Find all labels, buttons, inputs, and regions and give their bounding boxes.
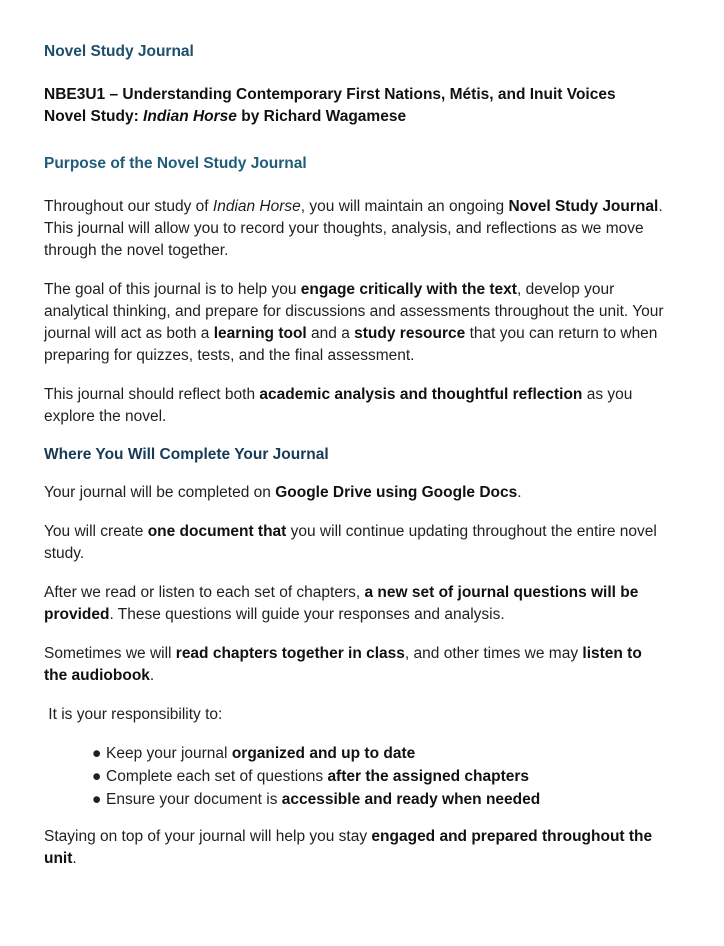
location-paragraph-4: Sometimes we will read chapters together in class, and other times we may listen to the audiobook. xyxy=(44,645,642,684)
journal-location-heading: Where You Will Complete Your Journal xyxy=(44,446,329,463)
bullet-icon: ● xyxy=(92,791,102,808)
location-paragraph-2: You will create one document that you will continue updating throughout the entire novel study. xyxy=(44,523,657,562)
list-item: ● Ensure your document is accessible and ready when needed xyxy=(92,788,668,811)
responsibility-list xyxy=(44,742,668,811)
purpose-paragraph-2: The goal of this journal is to help you engage critically with the text, develop your analytical thinking, and prepare for discussions and assessments throughout the unit. Your journal will act as both a learning tool and a study resource that you can return to when preparing for quizzes, tests, and the final assessment. xyxy=(44,281,664,364)
course-code-title: NBE3U1 – Understanding Contemporary First Nations, Métis, and Inuit Voices xyxy=(44,86,616,103)
purpose-paragraph-3: This journal should reflect both academic analysis and thoughtful reflection as you explore the novel. xyxy=(44,386,633,425)
list-item: ● Complete each set of questions after the assigned chapters xyxy=(92,765,668,788)
bullet-icon: ● xyxy=(92,768,102,785)
location-paragraph-3: After we read or listen to each set of chapters, a new set of journal questions will be provided. These questions will guide your responses and analysis. xyxy=(44,584,639,623)
list-item: ● Keep your journal organized and up to date xyxy=(92,742,668,765)
novel-line: Novel Study: Indian Horse by Richard Wagamese xyxy=(44,108,407,125)
location-paragraph-1: Your journal will be completed on Google Drive using Google Docs. xyxy=(44,484,522,501)
course-heading xyxy=(44,84,668,128)
responsibility-intro: It is your responsibility to: xyxy=(44,706,223,723)
bullet-icon: ● xyxy=(92,745,102,762)
purpose-paragraph-1: Throughout our study of Indian Horse, you will maintain an ongoing Novel Study Journal. This journal will allow you to record your thoughts, analysis, and reflections as we move through the novel together. xyxy=(44,198,663,259)
novel-title: Indian Horse xyxy=(143,108,237,125)
purpose-heading: Purpose of the Novel Study Journal xyxy=(44,155,307,172)
closing-paragraph: Staying on top of your journal will help you stay engaged and prepared throughout the unit. xyxy=(44,828,653,867)
document-title: Novel Study Journal xyxy=(44,43,194,60)
